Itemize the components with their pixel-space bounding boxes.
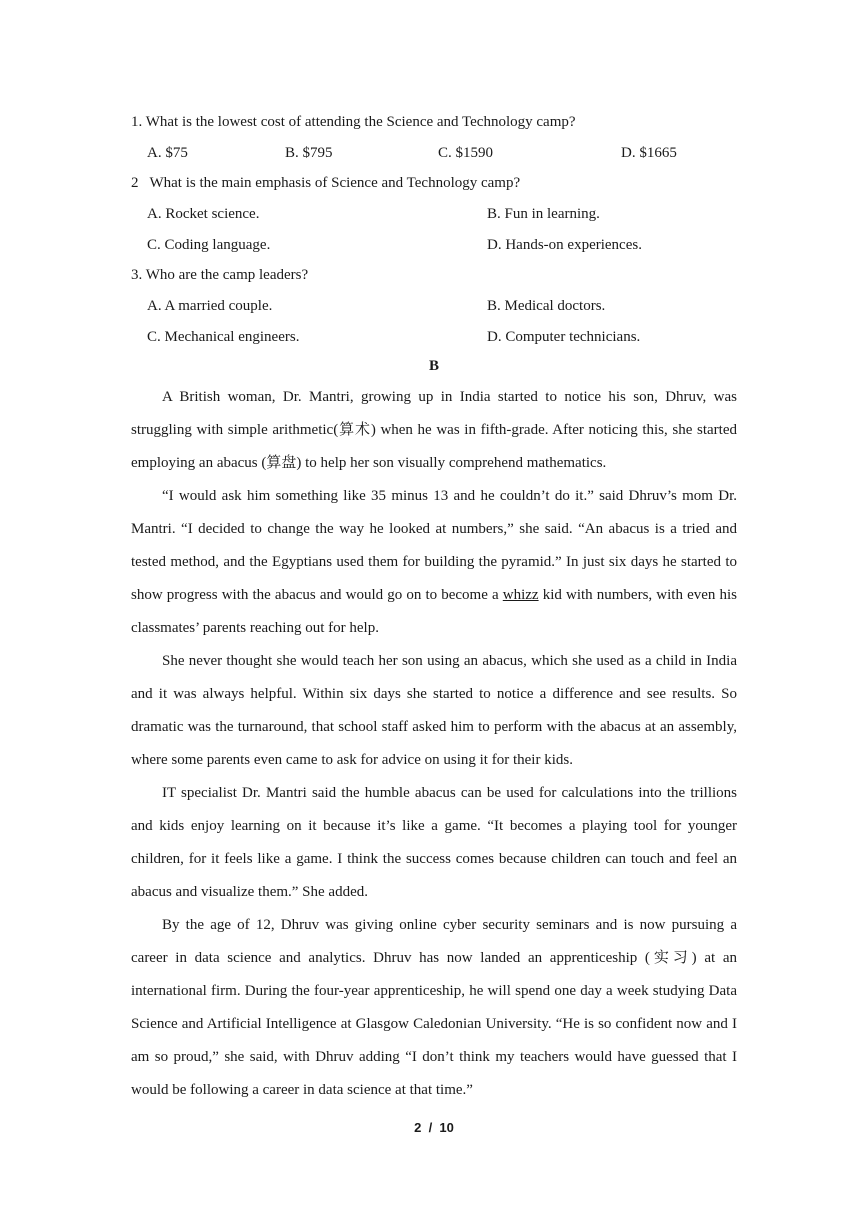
passage-paragraph-4: IT specialist Dr. Mantri said the humble abacus can be used for calculations into the trillions and kids enjoy learning on it because it’s like a game. “It becomes a playing tool for younger children, for it feels like a game. I think the success comes because children can touch and feel an abacus and visualize them.” She added. — [131, 785, 737, 900]
question-1-option-b: B. $795 — [285, 145, 333, 161]
passage-paragraph-2 — [131, 480, 737, 645]
question-3-stem: 3. Who are the camp leaders? — [131, 267, 309, 283]
question-3-option-b: B. Medical doctors. — [487, 298, 606, 314]
question-3-option-c: C. Mechanical engineers. — [147, 329, 300, 345]
underlined-word: whizz — [502, 587, 539, 603]
question-2-option-d: D. Hands-on experiences. — [487, 237, 642, 253]
question-1-stem: 1. What is the lowest cost of attending the Science and Technology camp? — [131, 114, 576, 130]
passage-paragraph-1: A British woman, Dr. Mantri, growing up in India started to notice his son, Dhruv, was struggling with simple arithmetic(算术) when he was in fifth-grade. After noticing this, she started employing an abacus (算盘) to help her son visually comprehend mathematics. — [131, 389, 737, 471]
page-number: 2 / 10 — [414, 1120, 454, 1135]
question-2-stem: 2 What is the main emphasis of Science and Technology camp? — [131, 175, 521, 191]
passage-paragraph-2-text-before: “I would ask him something like 35 minus 13 and he couldn’t do it.” said Dhruv’s mom Dr. Mantri. “I decided to change the way he looked at numbers,” she said. “An abacus is a tried and tested method, and the Egyptians used them for building the pyramid.” In just six days he started to show progress with the abacus and would go on to become a — [131, 488, 737, 603]
question-1-option-a: A. $75 — [147, 145, 188, 161]
passage — [131, 381, 737, 1107]
question-2-option-a: A. Rocket science. — [147, 206, 260, 222]
question-2-option-c: C. Coding language. — [147, 237, 271, 253]
passage-paragraph-5: By the age of 12, Dhruv was giving online cyber security seminars and is now pursuing a career in data science and analytics. Dhruv has now landed an apprenticeship (实习) at an international firm. During the four-year apprenticeship, he will spend one day a week studying Data Science and Artificial Intelligence at Glasgow Caledonian University. “He is so confident now and I am so proud,” she said, with Dhruv adding “I don’t think my teachers would have guessed that I would be following a career in data science at that time.” — [131, 917, 737, 1098]
question-3-option-d: D. Computer technicians. — [487, 329, 641, 345]
question-1-option-d: D. $1665 — [621, 145, 677, 161]
passage-paragraph-3: She never thought she would teach her son using an abacus, which she used as a child in India and it was always helpful. Within six days she started to notice a difference and see results. So dramatic was the turnaround, that school staff asked him to perform with the abacus at an assembly, where some parents even came to ask for advice on using it for their kids. — [131, 653, 737, 768]
question-3-option-a: A. A married couple. — [147, 298, 273, 314]
question-2-option-b: B. Fun in learning. — [487, 206, 600, 222]
section-heading: B — [428, 358, 439, 374]
passage-paragraph-2-text-after: kid with numbers, with even his classmates’ parents reaching out for help. — [131, 587, 737, 636]
question-1-option-c: C. $1590 — [438, 145, 494, 161]
